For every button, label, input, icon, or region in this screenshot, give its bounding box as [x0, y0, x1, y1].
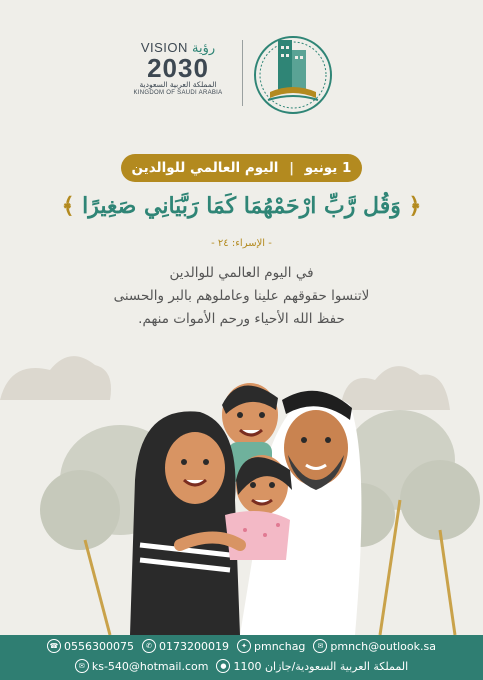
verse-reference: - الإسراء: ٢٤ -: [211, 238, 272, 249]
organization-emblem-icon: [248, 28, 338, 118]
verse-text: وَقُل رَّبِّ ارْحَمْهُمَا كَمَا رَبَّيَانِي صَغِيرًا: [82, 193, 401, 219]
twitter-item[interactable]: [237, 639, 305, 653]
vision-arabic: رؤية: [192, 40, 216, 55]
verse-close-bracket: ﴾: [61, 193, 75, 219]
message-line-2: لاتنسوا حقوقهم علينا وعاملوهم بالبر والحسنى: [113, 288, 370, 304]
address-item[interactable]: [216, 659, 408, 673]
kingdom-arabic: المملكة العربية السعودية: [139, 80, 217, 89]
phone-icon: ☎: [47, 639, 61, 653]
mail-icon: ✉: [313, 639, 327, 653]
event-title: اليوم العالمي للوالدين: [131, 160, 279, 176]
contact-footer: [0, 635, 483, 680]
email1-text: pmnch@outlook.sa: [330, 639, 436, 653]
kingdom-english: KINGDOM OF SAUDI ARABIA: [133, 90, 223, 96]
whatsapp-icon: ✆: [142, 639, 156, 653]
phone1-text: 0173200019: [159, 639, 229, 653]
phone2-text: 0556300075: [64, 639, 134, 653]
email2-item[interactable]: [75, 659, 209, 673]
verse-open-bracket: ﴿: [408, 193, 422, 219]
vision-2030-logo: [120, 40, 236, 110]
twitter-icon: ✦: [237, 639, 251, 653]
message-block: [40, 262, 443, 331]
family-illustration: [0, 330, 483, 635]
email2-text: ks-540@hotmail.com: [91, 659, 209, 673]
twitter-text: pmnchag: [254, 639, 306, 653]
message-line-3: حفظ الله الأحياء ورحم الأموات منهم.: [138, 311, 345, 327]
message-line-1: في اليوم العالمي للوالدين: [169, 265, 314, 281]
phone1-item[interactable]: [142, 639, 229, 653]
mail-icon: ✉: [75, 659, 89, 673]
email1-item[interactable]: [313, 639, 436, 653]
phone2-item[interactable]: [47, 639, 134, 653]
logo-divider: [242, 40, 243, 106]
footer-row-1: [0, 639, 483, 653]
vision-label: VISION: [140, 40, 188, 55]
banner-separator: |: [289, 160, 295, 176]
location-pin-icon: ●: [216, 659, 230, 673]
quran-verse: [20, 193, 463, 229]
event-banner: [121, 154, 362, 182]
footer-row-2: [0, 659, 483, 673]
vision-year: 2030: [147, 53, 209, 83]
event-date: 1 يونيو: [304, 160, 352, 176]
address-text: المملكة العربية السعودية/جازان 1100: [233, 659, 409, 673]
